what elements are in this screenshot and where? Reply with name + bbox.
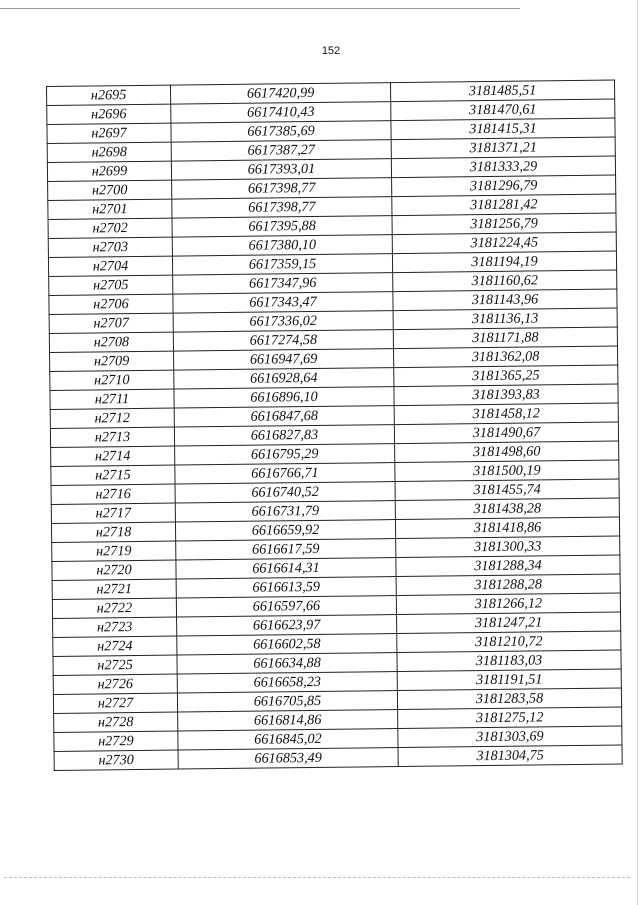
y-coordinate-cell: 3181160,62 <box>393 270 617 292</box>
point-id-cell: н2700 <box>48 180 172 200</box>
y-coordinate-cell: 3181191,51 <box>397 669 621 691</box>
point-id-cell: н2727 <box>53 693 177 713</box>
y-coordinate-cell: 3181210,72 <box>397 631 621 653</box>
y-coordinate-cell: 3181415,31 <box>391 118 615 140</box>
x-coordinate-cell: 6617420,99 <box>170 83 390 104</box>
y-coordinate-cell: 3181333,29 <box>391 156 615 178</box>
point-id-cell: н2716 <box>51 484 175 504</box>
y-coordinate-cell: 3181300,33 <box>396 536 620 558</box>
point-id-cell: н2704 <box>48 256 172 276</box>
page-number: 152 <box>321 45 341 57</box>
x-coordinate-cell: 6617387,27 <box>171 140 391 161</box>
scan-right-edge-line <box>637 0 638 905</box>
x-coordinate-cell: 6616827,83 <box>174 425 394 446</box>
y-coordinate-cell: 3181371,21 <box>391 137 615 159</box>
point-id-cell: н2721 <box>52 579 176 599</box>
point-id-cell: н2723 <box>53 617 177 637</box>
x-coordinate-cell: 6616795,29 <box>175 444 395 465</box>
x-coordinate-cell: 6617274,58 <box>173 330 393 351</box>
point-id-cell: н2714 <box>51 446 175 466</box>
x-coordinate-cell: 6616614,31 <box>176 558 396 579</box>
x-coordinate-cell: 6617343,47 <box>173 292 393 313</box>
y-coordinate-cell: 3181288,28 <box>396 574 620 596</box>
x-coordinate-cell: 6616705,85 <box>177 691 397 712</box>
y-coordinate-cell: 3181143,96 <box>393 289 617 311</box>
x-coordinate-cell: 6617398,77 <box>172 178 392 199</box>
scan-top-edge-line <box>0 8 520 9</box>
point-id-cell: н2726 <box>53 674 177 694</box>
point-id-cell: н2696 <box>47 104 171 124</box>
x-coordinate-cell: 6616766,71 <box>175 463 395 484</box>
y-coordinate-cell: 3181288,34 <box>396 555 620 577</box>
point-id-cell: н2695 <box>47 85 171 105</box>
y-coordinate-cell: 3181283,58 <box>397 688 621 710</box>
y-coordinate-cell: 3181470,61 <box>391 99 615 121</box>
point-id-cell: н2702 <box>48 218 172 238</box>
x-coordinate-cell: 6617410,43 <box>171 102 391 123</box>
x-coordinate-cell: 6616814,86 <box>178 710 398 731</box>
x-coordinate-cell: 6616659,92 <box>175 520 395 541</box>
x-coordinate-cell: 6617398,77 <box>172 197 392 218</box>
point-id-cell: н2712 <box>50 408 174 428</box>
x-coordinate-cell: 6616623,97 <box>177 615 397 636</box>
y-coordinate-cell: 3181365,25 <box>394 365 618 387</box>
y-coordinate-cell: 3181500,19 <box>395 460 619 482</box>
x-coordinate-cell: 6616658,23 <box>177 672 397 693</box>
y-coordinate-cell: 3181455,74 <box>395 479 619 501</box>
y-coordinate-cell: 3181498,60 <box>395 441 619 463</box>
x-coordinate-cell: 6616740,52 <box>175 482 395 503</box>
point-id-cell: н2729 <box>54 731 178 751</box>
point-id-cell: н2707 <box>49 313 173 333</box>
y-coordinate-cell: 3181485,51 <box>390 80 614 102</box>
scan-bottom-edge-line <box>4 877 630 878</box>
point-id-cell: н2722 <box>52 598 176 618</box>
y-coordinate-cell: 3181490,67 <box>394 422 618 444</box>
x-coordinate-cell: 6616731,79 <box>175 501 395 522</box>
y-coordinate-cell: 3181171,88 <box>393 327 617 349</box>
point-id-cell: н2725 <box>53 655 177 675</box>
y-coordinate-cell: 3181362,08 <box>394 346 618 368</box>
point-id-cell: н2724 <box>53 636 177 656</box>
x-coordinate-cell: 6616634,88 <box>177 653 397 674</box>
point-id-cell: н2708 <box>49 332 173 352</box>
x-coordinate-cell: 6616896,10 <box>174 387 394 408</box>
y-coordinate-cell: 3181418,86 <box>395 517 619 539</box>
coordinates-table-body <box>47 80 623 770</box>
y-coordinate-cell: 3181194,19 <box>392 251 616 273</box>
x-coordinate-cell: 6616853,49 <box>178 748 398 769</box>
x-coordinate-cell: 6617395,88 <box>172 216 392 237</box>
y-coordinate-cell: 3181303,69 <box>398 726 622 748</box>
y-coordinate-cell: 3181136,13 <box>393 308 617 330</box>
x-coordinate-cell: 6616928,64 <box>174 368 394 389</box>
point-id-cell: н2718 <box>51 522 175 542</box>
point-id-cell: н2705 <box>49 275 173 295</box>
x-coordinate-cell: 6617385,69 <box>171 121 391 142</box>
y-coordinate-cell: 3181224,45 <box>392 232 616 254</box>
point-id-cell: н2699 <box>47 161 171 181</box>
y-coordinate-cell: 3181281,42 <box>392 194 616 216</box>
point-id-cell: н2701 <box>48 199 172 219</box>
y-coordinate-cell: 3181266,12 <box>396 593 620 615</box>
point-id-cell: н2697 <box>47 123 171 143</box>
y-coordinate-cell: 3181247,21 <box>397 612 621 634</box>
y-coordinate-cell: 3181458,12 <box>394 403 618 425</box>
x-coordinate-cell: 6616845,02 <box>178 729 398 750</box>
y-coordinate-cell: 3181304,75 <box>398 745 622 767</box>
x-coordinate-cell: 6616947,69 <box>174 349 394 370</box>
x-coordinate-cell: 6617380,10 <box>172 235 392 256</box>
point-id-cell: н2710 <box>50 370 174 390</box>
x-coordinate-cell: 6616602,58 <box>177 634 397 655</box>
coordinates-table <box>46 80 623 771</box>
x-coordinate-cell: 6616617,59 <box>176 539 396 560</box>
point-id-cell: н2719 <box>52 541 176 561</box>
x-coordinate-cell: 6616847,68 <box>174 406 394 427</box>
point-id-cell: н2711 <box>50 389 174 409</box>
y-coordinate-cell: 3181275,12 <box>398 707 622 729</box>
point-id-cell: н2717 <box>51 503 175 523</box>
x-coordinate-cell: 6617359,15 <box>172 254 392 275</box>
x-coordinate-cell: 6617336,02 <box>173 311 393 332</box>
point-id-cell: н2730 <box>54 750 178 770</box>
x-coordinate-cell: 6617347,96 <box>173 273 393 294</box>
point-id-cell: н2698 <box>47 142 171 162</box>
point-id-cell: н2728 <box>54 712 178 732</box>
point-id-cell: н2720 <box>52 560 176 580</box>
x-coordinate-cell: 6616613,59 <box>176 577 396 598</box>
y-coordinate-cell: 3181183,03 <box>397 650 621 672</box>
point-id-cell: н2709 <box>50 351 174 371</box>
y-coordinate-cell: 3181438,28 <box>395 498 619 520</box>
point-id-cell: н2715 <box>51 465 175 485</box>
point-id-cell: н2706 <box>49 294 173 314</box>
y-coordinate-cell: 3181393,83 <box>394 384 618 406</box>
y-coordinate-cell: 3181256,79 <box>392 213 616 235</box>
y-coordinate-cell: 3181296,79 <box>392 175 616 197</box>
point-id-cell: н2713 <box>50 427 174 447</box>
x-coordinate-cell: 6616597,66 <box>176 596 396 617</box>
x-coordinate-cell: 6617393,01 <box>171 159 391 180</box>
point-id-cell: н2703 <box>48 237 172 257</box>
